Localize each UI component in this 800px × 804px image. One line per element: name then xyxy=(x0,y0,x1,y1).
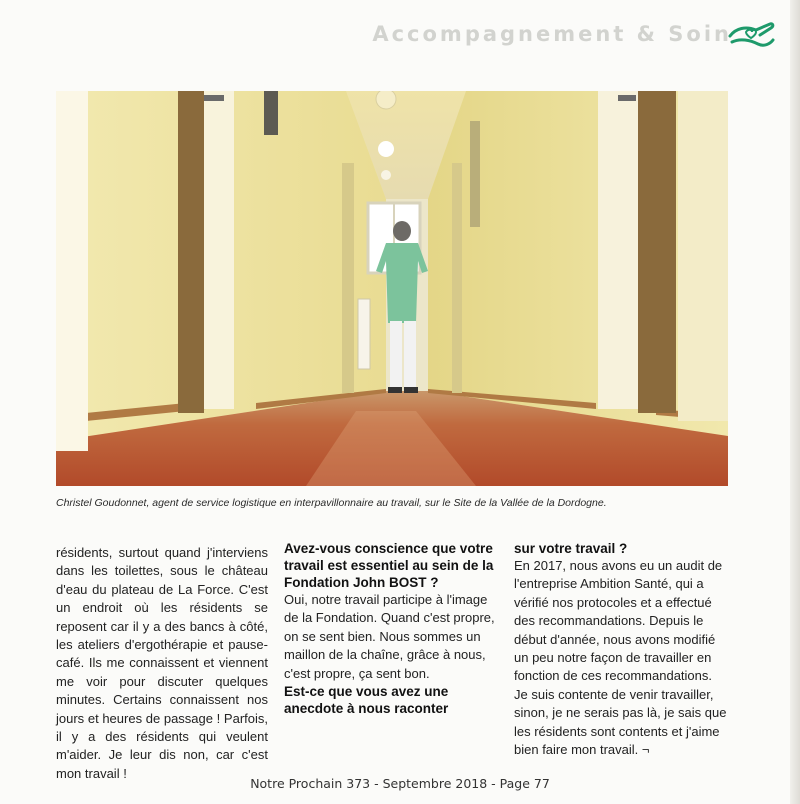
paragraph: résidents, surtout quand j'interviens dans les toilettes, sous le château d'eau du plateau de La Force. C'est un endroit où les résidents se reposent car il y a des bancs à côté, les ateliers d'ergothérapie et pause-café. Ils me connaissent et viennent me voir pour discuter quelques minutes. Certains connaissent nos jours et heures de passage ! Parfois, il y a des résidents qui veulent m'aider. Je leur dis non, car c'est mon travail ! xyxy=(56,545,268,781)
section-title: Accompagnement & Soin xyxy=(372,22,732,46)
article-column-3 xyxy=(514,540,728,759)
answer-paragraph: En 2017, nous avons eu un audit de l'entreprise Ambition Santé, qui a vérifié nos protocoles et a effectué des recommandations. Depuis le début d'année, nous avons modifié un peu notre façon de travailler en fonction de ces recommandations. xyxy=(514,558,723,684)
page-footer: Notre Prochain 373 - Septembre 2018 - Page 77 xyxy=(250,776,550,791)
question-heading: Est-ce que vous avez une anecdote à nous raconter xyxy=(284,684,449,717)
page-edge xyxy=(790,0,800,804)
hand-heart-icon xyxy=(726,18,776,52)
article-column-1 xyxy=(56,544,268,783)
answer-paragraph: Oui, notre travail participe à l'image de la Fondation. Quand c'est propre, on se sent bien. Nous sommes un maillon de la chaîne, grâce à nous, c'est propre, ça sent bon. xyxy=(284,592,495,681)
article-column-2 xyxy=(284,540,498,717)
question-heading: Avez-vous conscience que votre travail est essentiel au sein de la Fondation John BOST ? xyxy=(284,541,494,590)
hospital-corridor-photo xyxy=(56,91,728,486)
page-header xyxy=(0,18,800,54)
question-heading: sur votre travail ? xyxy=(514,541,628,556)
answer-paragraph: Je suis contente de venir travailler, sinon, je ne serais pas là, je sais que les résidents sont contents et j'aime bien faire mon travail. ¬ xyxy=(514,686,727,758)
photo-caption: Christel Goudonnet, agent de service logistique en interpavillonnaire au travail, sur le Site de la Vallée de la Dordogne. xyxy=(56,497,607,509)
